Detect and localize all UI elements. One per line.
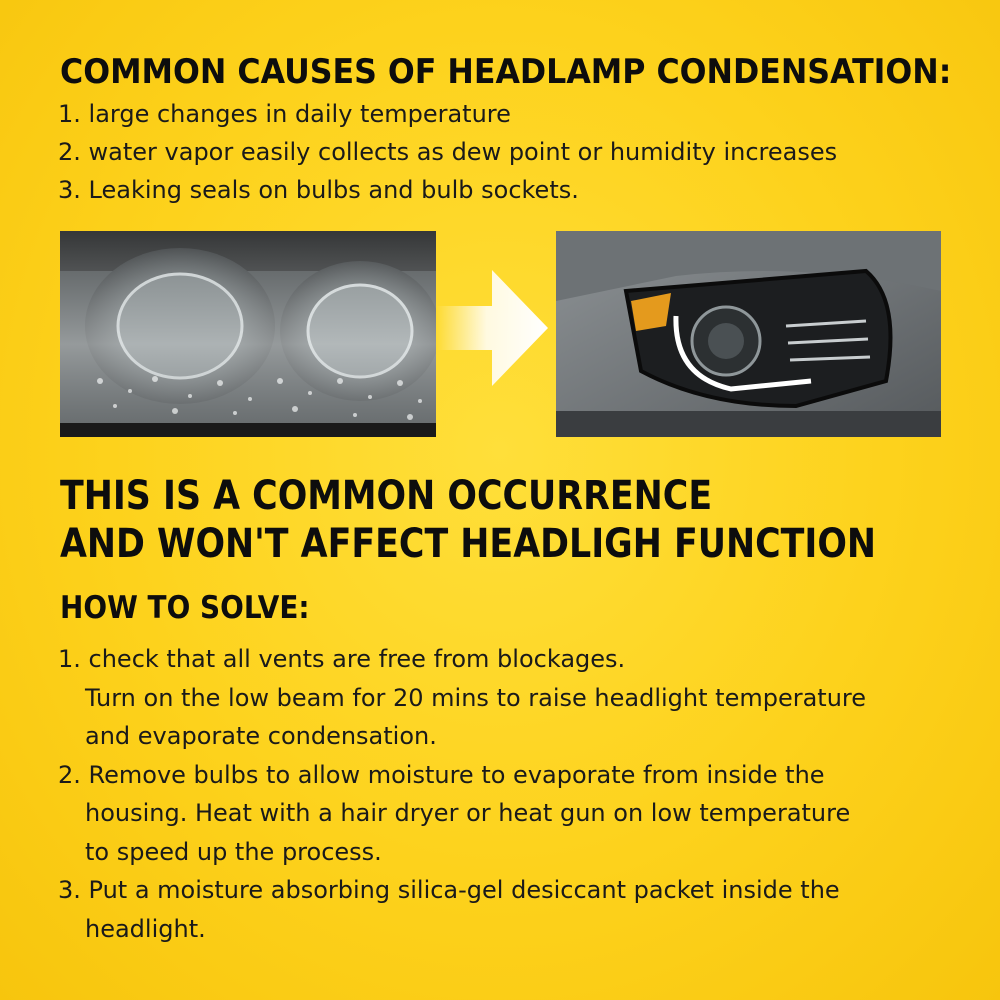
solve-item-1: [58, 640, 866, 756]
fogged-headlamp-photo: [60, 231, 436, 437]
right-arrow-icon: [436, 268, 548, 388]
notice-line-2: AND WON'T AFFECT HEADLIGH FUNCTION: [60, 521, 877, 567]
cause-item: 1. large changes in daily temperature: [58, 100, 511, 128]
notice-line-1: THIS IS A COMMON OCCURRENCE: [60, 473, 713, 519]
solve-item-3-line-2: headlight.: [85, 914, 206, 943]
solve-item-3: [58, 871, 866, 948]
solve-item-2-line-1: 2. Remove bulbs to allow moisture to evaporate from inside the: [58, 760, 825, 789]
solve-heading: HOW TO SOLVE:: [60, 590, 310, 626]
causes-heading: COMMON CAUSES OF HEADLAMP CONDENSATION:: [60, 52, 952, 92]
clear-headlamp-photo: [556, 231, 941, 437]
cause-item: 3. Leaking seals on bulbs and bulb sockets.: [58, 176, 579, 204]
solve-item-1-line-3: and evaporate condensation.: [85, 722, 437, 750]
solve-item-3-line-1: 3. Put a moisture absorbing silica-gel desiccant packet inside the: [58, 876, 840, 904]
notice-heading: [60, 472, 876, 568]
solve-item-1-line-1: 1. check that all vents are free from blockages.: [58, 645, 626, 673]
solve-item-2-line-2: housing. Heat with a hair dryer or heat gun on low temperature: [85, 799, 851, 827]
solve-list: [58, 640, 866, 948]
cause-item: 2. water vapor easily collects as dew point or humidity increases: [58, 138, 838, 166]
solve-item-2: [58, 756, 866, 872]
solve-item-2-line-3: to speed up the process.: [85, 837, 382, 866]
causes-list: [58, 95, 837, 209]
solve-item-1-line-2: Turn on the low beam for 20 mins to raise headlight temperature: [85, 683, 867, 712]
